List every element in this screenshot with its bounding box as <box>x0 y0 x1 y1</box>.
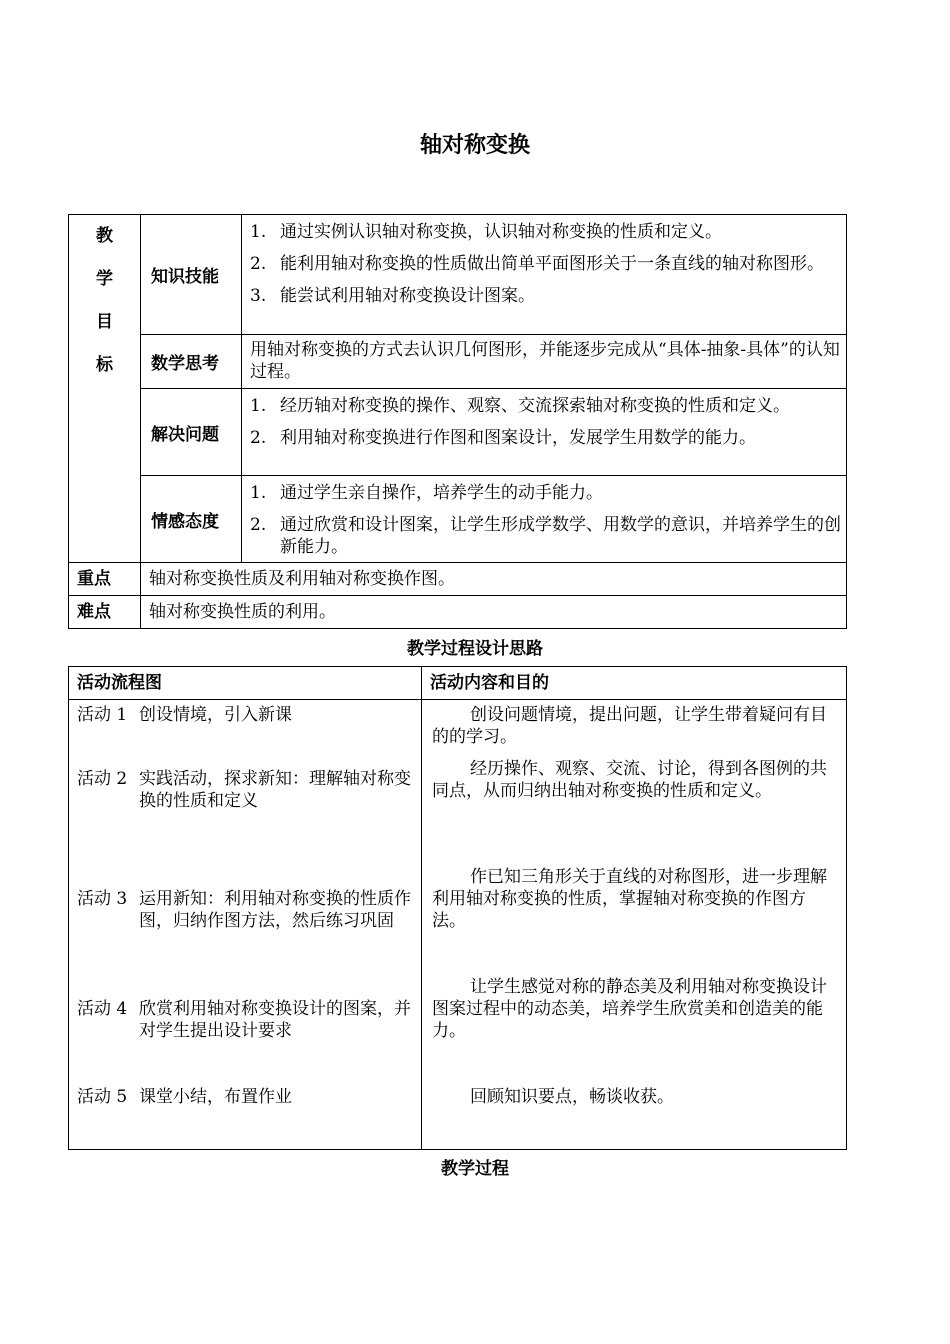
flow-col2-header: 活动内容和目的 <box>422 667 847 700</box>
page-title: 轴对称变换 <box>419 133 530 158</box>
activity-desc-cell <box>422 700 847 1150</box>
difficult-point-label: 难点 <box>69 596 141 629</box>
list-item: 3. 能尝试利用轴对称变换设计图案。 <box>250 286 535 306</box>
list-item: 1. 通过实例认识轴对称变换，认识轴对称变换的性质和定义。 <box>250 222 722 242</box>
activity-description: 经历操作、观察、交流、讨论，得到各图例的共同点，从而归纳出轴对称变换的性质和定义。 <box>432 759 827 801</box>
category-char: 教 <box>96 226 113 246</box>
list-item: 1. 经历轴对称变换的操作、观察、交流探索轴对称变换的性质和定义。 <box>250 396 790 416</box>
flow-table <box>68 666 847 1150</box>
emotion-label: 情感态度 <box>141 476 242 563</box>
activity-item: 活动 4 欣赏利用轴对称变换设计的图案，并对学生提出设计要求 <box>77 999 411 1041</box>
problem-content <box>242 389 847 476</box>
activity-description: 让学生感觉对称的静态美及利用轴对称变换设计图案过程中的动态美，培养学生欣赏美和创造美的能力。 <box>432 977 827 1041</box>
goals-category-cell <box>69 215 141 563</box>
key-point-label: 重点 <box>69 563 141 596</box>
design-heading: 教学过程设计思路 <box>407 639 543 659</box>
category-char: 目 <box>96 312 113 332</box>
process-heading: 教学过程 <box>441 1159 509 1179</box>
difficult-point-text: 轴对称变换性质的利用。 <box>141 596 847 629</box>
activity-item: 活动 3 运用新知：利用轴对称变换的性质作图，归纳作图方法，然后练习巩固 <box>77 889 411 931</box>
category-char: 学 <box>96 269 113 289</box>
list-item: 1. 通过学生亲自操作，培养学生的动手能力。 <box>250 483 603 503</box>
goals-table <box>68 214 847 629</box>
activity-flow-cell <box>69 700 422 1150</box>
thinking-content: 用轴对称变换的方式去认识几何图形，并能逐步完成从“具体-抽象-具体”的认知过程。 <box>242 335 847 389</box>
emotion-content <box>242 476 847 563</box>
activity-description: 作已知三角形关于直线的对称图形，进一步理解利用轴对称变换的性质，掌握轴对称变换的作图方法。 <box>432 867 827 931</box>
list-item: 2. 能利用轴对称变换的性质做出简单平面图形关于一条直线的轴对称图形。 <box>250 254 824 274</box>
activity-item: 活动 1 创设情境，引入新课 <box>77 705 292 725</box>
list-item: 2. 通过欣赏和设计图案，让学生形成学数学、用数学的意识，并培养学生的创新能力。 <box>250 515 841 557</box>
knowledge-content <box>242 215 847 335</box>
key-point-text: 轴对称变换性质及利用轴对称变换作图。 <box>141 563 847 596</box>
category-char: 标 <box>96 355 113 375</box>
problem-label: 解决问题 <box>141 389 242 476</box>
knowledge-label: 知识技能 <box>141 215 242 335</box>
flow-col1-header: 活动流程图 <box>69 667 422 700</box>
thinking-label: 数学思考 <box>141 335 242 389</box>
list-item: 2. 利用轴对称变换进行作图和图案设计，发展学生用数学的能力。 <box>250 428 756 448</box>
activity-item: 活动 2 实践活动，探求新知：理解轴对称变换的性质和定义 <box>77 769 411 811</box>
activity-description: 创设问题情境，提出问题，让学生带着疑问有目的的学习。 <box>432 705 827 747</box>
activity-item: 活动 5 课堂小结，布置作业 <box>77 1087 292 1107</box>
activity-description: 回顾知识要点，畅谈收获。 <box>470 1087 674 1107</box>
